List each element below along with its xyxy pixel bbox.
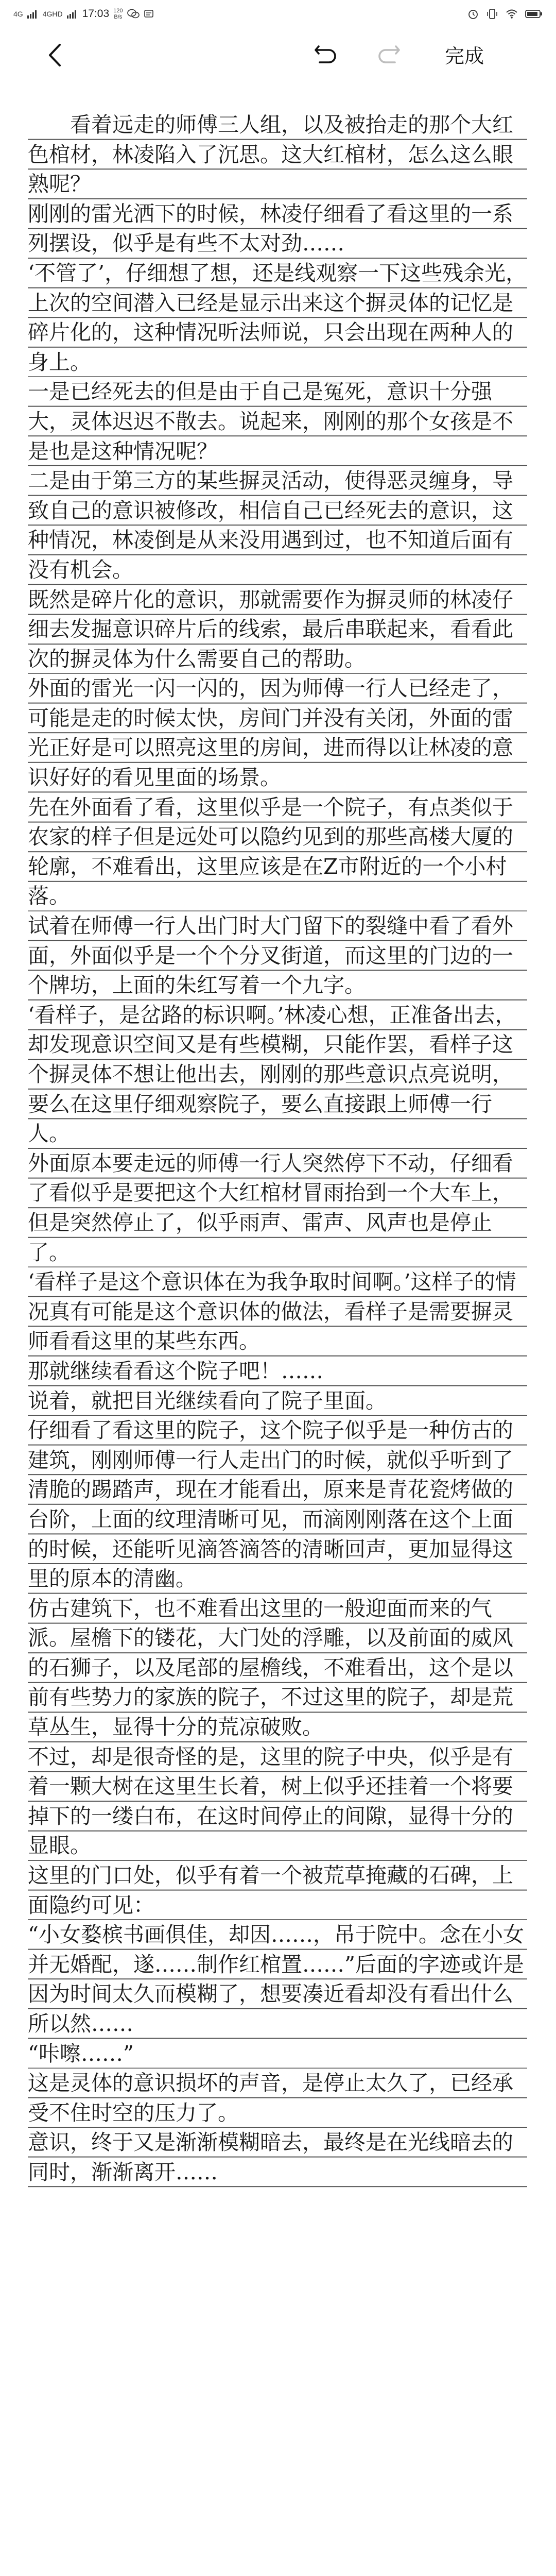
- signal-label-2: 4GHD: [42, 10, 63, 18]
- paragraph: ‘看样子是这个意识体在为我争取时间啊。’这样子的情况真有可能是这个意识体的做法，看样子是需要摒灵师看看这里的某些东西。: [28, 1267, 527, 1357]
- paragraph: 说着，就把目光继续看向了院子里面。: [28, 1386, 527, 1416]
- signal-label-1: 4G: [13, 10, 23, 18]
- hd-signal-icon: [67, 9, 78, 19]
- signal-icon: [27, 9, 39, 19]
- wechat-icon: [127, 9, 140, 19]
- status-left: [13, 8, 154, 20]
- back-button[interactable]: [41, 42, 69, 70]
- paragraph: 既然是碎片化的意识，那就需要作为摒灵师的林凌仔细去发掘意识碎片后的线索，最后串联起来，看看此次的摒灵体为什么需要自己的帮助。: [28, 585, 527, 674]
- undo-button[interactable]: [312, 42, 340, 70]
- paragraph: 刚刚的雷光洒下的时候，林凌仔细看了看这里的一系列摆设，似乎是有些不太对劲……: [28, 199, 527, 259]
- paragraph: 外面的雷光一闪一闪的，因为师傅一行人已经走了，可能是走的时候太快，房间门并没有关闭，外面的雷光正好是可以照亮这里的房间，进而得以让林凌的意识好好的看见里面的场景。: [28, 674, 527, 792]
- speed-value: 120: [113, 8, 123, 14]
- wifi-icon: [506, 9, 518, 19]
- paragraph: 那就继续看看这个院子吧！……: [28, 1357, 527, 1386]
- paragraph: “咔嚓……”: [28, 2039, 527, 2069]
- network-speed: [113, 8, 123, 20]
- paragraph: 这是灵体的意识损坏的声音，是停止太久了，已经承受不住时空的压力了。: [28, 2069, 527, 2128]
- redo-icon: [376, 43, 401, 69]
- paragraph: 一是已经死去的但是由于自己是冤死，意识十分强大，灵体迟迟不散去。说起来，刚刚的那个女孩是不是也是这种情况呢？: [28, 377, 527, 466]
- paragraph: 看着远走的师傅三人组，以及被抬走的那个大红色棺材，林凌陷入了沉思。这大红棺材，怎么这么眼熟呢？: [28, 110, 527, 199]
- paragraph: 意识，终于又是渐渐模糊暗去，最终是在光线暗去的同时，渐渐离开……: [28, 2128, 527, 2187]
- status-right: [467, 8, 543, 20]
- paragraph: 这里的门口处，似乎有着一个被荒草掩藏的石碑，上面隐约可见：: [28, 1861, 527, 1920]
- battery-icon: [525, 9, 543, 19]
- notification-icon: [144, 9, 154, 19]
- paragraph: 外面原本要走远的师傅一行人突然停下不动，仔细看了看似乎是要把这个大红棺材冒雨抬到一个大车上，但是突然停止了，似乎雨声、雷声、风声也是停止了。: [28, 1149, 527, 1267]
- editor-toolbar: [0, 28, 556, 84]
- paragraph: 仔细看了看这里的院子，这个院子似乎是一种仿古的建筑，刚刚师傅一行人走出门的时候，就似乎听到了清脆的踢踏声，现在才能看出，原来是青花瓷烤做的台阶，上面的纹理清晰可见，而滴刚刚落在这个上面的时候，还能听见滴答滴答的清晰回声，更加显得这里的原本的清幽。: [28, 1416, 527, 1594]
- undo-icon: [314, 43, 338, 69]
- paragraph: ‘不管了’，仔细想了想，还是线观察一下这些残余光，上次的空间潜入已经是显示出来这个摒灵体的记忆是碎片化的，这种情况听法师说，只会出现在两种人的身上。: [28, 259, 527, 377]
- alarm-icon: [467, 8, 479, 20]
- redo-button[interactable]: [375, 42, 403, 70]
- paragraph: ‘看样子，是岔路的标识啊。’林凌心想，正准备出去，却发现意识空间又是有些模糊，只能作罢，看样子这个摒灵体不想让他出去，刚刚的那些意识点亮说明，要么在这里仔细观察院子，要么直接跟上师傅一行人。: [28, 1001, 527, 1149]
- status-time: 17:03: [82, 8, 110, 20]
- vibrate-icon: [486, 8, 498, 20]
- note-editor[interactable]: [28, 110, 527, 2188]
- paragraph: 不过，却是很奇怪的是，这里的院子中央，似乎是有着一颗大树在这里生长着，树上似乎还挂着一个将要掉下的一缕白布，在这时间停止的间隙，显得十分的显眼。: [28, 1742, 527, 1861]
- paragraph: “小女婺槟书画俱佳，却因……，吊于院中。念在小女并无婚配，遂……制作红棺置……”后面的字迹或许是因为时间太久而模糊了，想要凑近看却没有看出什么所以然……: [28, 1920, 527, 2039]
- chevron-left-icon: [47, 43, 63, 69]
- done-button[interactable]: 完成: [444, 45, 484, 67]
- paragraph: 仿古建筑下，也不难看出这里的一般迎面而来的气派。屋檐下的镂花，大门处的浮雕，以及前面的威风的石狮子，以及尾部的屋檐线，不难看出，这个是以前有些势力的家族的院子，不过这里的院子，却是荒草丛生，显得十分的荒凉破败。: [28, 1594, 527, 1742]
- paragraph: 二是由于第三方的某些摒灵活动，使得恶灵缠身，导致自己的意识被修改，相信自己已经死去的意识，这种情况，林凌倒是从来没用遇到过，也不知道后面有没有机会。: [28, 466, 527, 585]
- speed-unit: B/s: [114, 14, 123, 20]
- paragraph: 先在外面看了看，这里似乎是一个院子，有点类似于农家的样子但是远处可以隐约见到的那些高楼大厦的轮廓，不难看出，这里应该是在Z市附近的一个小村落。: [28, 793, 527, 911]
- paragraph: 试着在师傅一行人出门时大门留下的裂缝中看了看外面，外面似乎是一个个分叉街道，而这里的门边的一个牌坊，上面的朱红写着一个九字。: [28, 911, 527, 1001]
- status-bar: [0, 0, 556, 28]
